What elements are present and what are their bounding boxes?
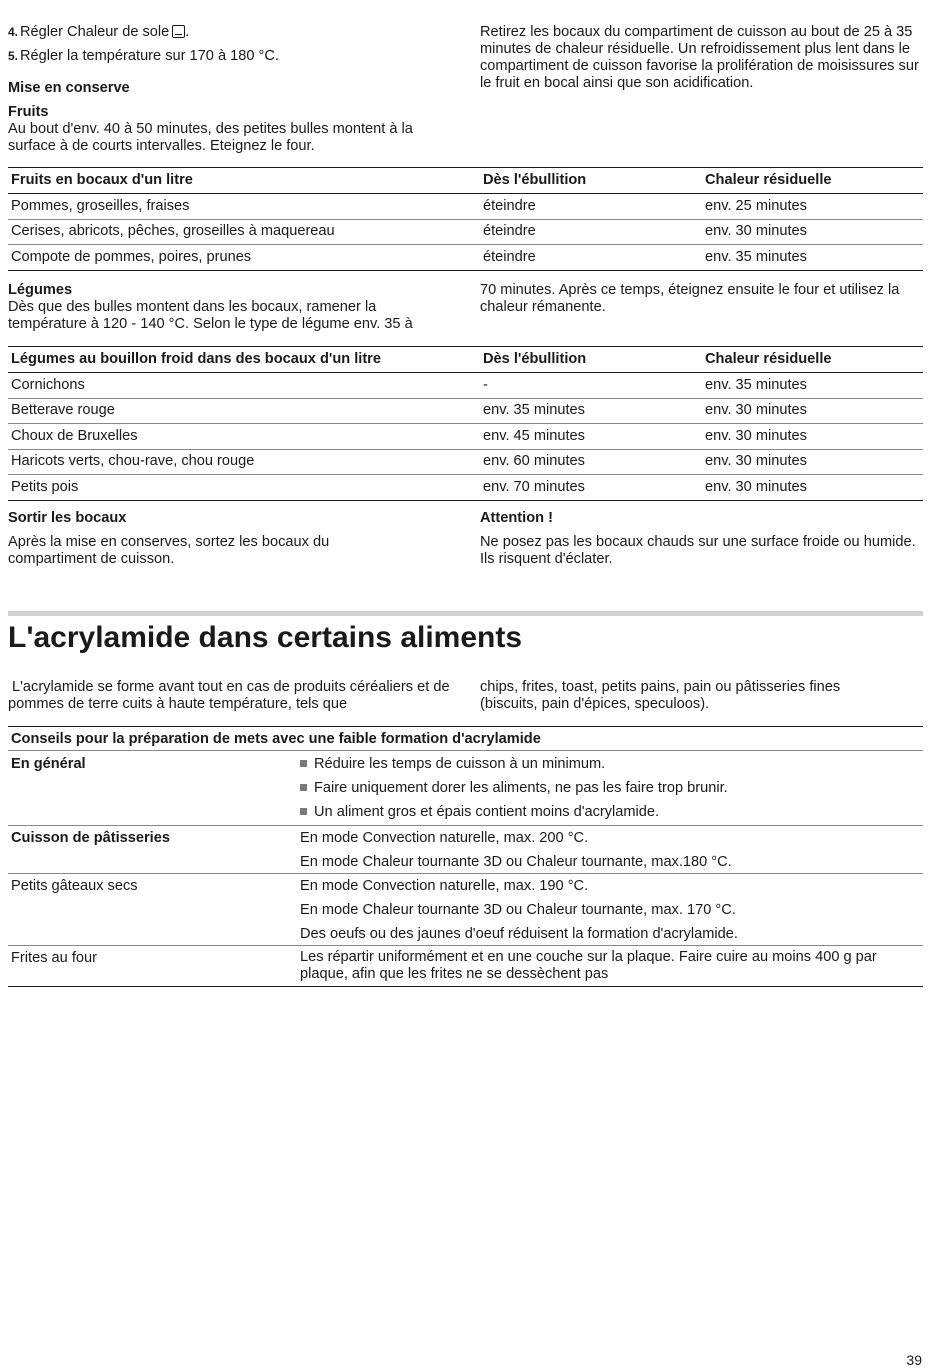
row-items [300,949,920,983]
step-suffix: . [185,24,190,40]
table-cell: env. 30 minutes [702,398,923,424]
table-row [8,449,923,475]
row-label: En général [11,756,86,772]
step-number: 5. [8,49,19,63]
row-items [300,874,920,946]
column-header: Dès l'ébullition [480,168,702,194]
table-row [8,946,923,987]
step-5 [8,44,458,68]
row-label: Cuisson de pâtisseries [11,830,170,846]
sortir-text: Après la mise en conserves, sortez les bocaux du compartiment de cuisson. [8,534,330,567]
table-cell: env. 35 minutes [702,245,923,271]
legumes-table [8,346,923,501]
table-cell: env. 30 minutes [702,424,923,450]
table-row [8,475,923,501]
list-item: En mode Convection naturelle, max. 200 °C. [300,830,589,846]
table-cell: env. 35 minutes [702,373,923,399]
table-row [8,874,923,946]
acrylamide-intro-right: chips, frites, toast, petits pains, pain ou pâtisseries fines (biscuits, pain d'épices, speculoos). [480,679,841,712]
list-item [300,752,920,776]
sortir-heading: Sortir les bocaux [8,510,127,526]
attention-text: Ne posez pas les bocaux chauds sur une surface froide ou humide. Ils risquent d'éclater. [480,534,916,567]
list-item: En mode Convection naturelle, max. 190 °C. [300,878,589,894]
list-item-text: Faire uniquement dorer les aliments, ne pas les faire trop brunir. [314,780,728,796]
table-cell: env. 45 minutes [480,424,702,450]
table-cell: Petits pois [8,475,480,501]
column-header: Légumes au bouillon froid dans des bocaux d'un litre [8,347,480,373]
table-header-row [8,168,923,194]
table-row [8,219,923,245]
acrylamide-table-heading: Conseils pour la préparation de mets avec une faible formation d'acrylamide [8,726,923,751]
table-cell: env. 25 minutes [702,194,923,220]
table-row [8,194,923,220]
step-list [8,20,458,68]
fruits-text: Au bout d'env. 40 à 50 minutes, des petites bulles montent à la surface à de courts intervalles. Eteignez le four. [8,121,413,154]
table-row [8,752,923,826]
fruits-heading: Fruits [8,104,49,120]
list-item: En mode Chaleur tournante 3D ou Chaleur tournante, max.180 °C. [300,854,732,870]
list-item: Les répartir uniformément et en une couche sur la plaque. Faire cuire au moins 400 g par plaque, afin que les frites ne se dessèchent pas [300,949,877,982]
list-item-text: Un aliment gros et épais contient moins d'acrylamide. [314,804,660,820]
row-items [300,752,920,824]
table-cell: env. 30 minutes [702,475,923,501]
table-row [8,398,923,424]
fruits-table [8,167,923,271]
table-cell: Cornichons [8,373,480,399]
table-cell: env. 70 minutes [480,475,702,501]
row-items [300,826,920,874]
table-cell: éteindre [480,245,702,271]
table-cell: Compote de pommes, poires, prunes [8,245,480,271]
row-label: Petits gâteaux secs [11,878,138,894]
list-item [300,800,920,824]
table-cell: env. 35 minutes [480,398,702,424]
attention-heading: Attention ! [480,510,553,526]
table-cell: Cerises, abricots, pêches, groseilles à maquereau [8,219,480,245]
table-cell: env. 60 minutes [480,449,702,475]
table-cell: env. 30 minutes [702,449,923,475]
table-cell: Betterave rouge [8,398,480,424]
table-row [8,245,923,271]
square-bullet-icon [300,808,307,815]
list-item: Des oeufs ou des jaunes d'oeuf réduisent la formation d'acrylamide. [300,926,738,942]
square-bullet-icon [300,760,307,767]
legumes-text-left: Dès que des bulles montent dans les bocaux, ramener la température à 120 - 140 °C. Selon le type de légume env. 35 à [8,299,413,332]
table-cell: Haricots verts, chou-rave, chou rouge [8,449,480,475]
table-row [8,826,923,874]
step-text: Régler Chaleur de sole [20,24,170,40]
row-label: Frites au four [11,950,97,966]
legumes-text-right: 70 minutes. Après ce temps, éteignez ensuite le four et utilisez la chaleur rémanente. [480,282,900,315]
section-divider [8,611,923,616]
mise-en-conserve-heading: Mise en conserve [8,80,130,96]
residual-heat-text: Retirez les bocaux du compartiment de cuisson au bout de 25 à 35 minutes de chaleur résiduelle. Un refroidissement plus lent dans le compartiment de cuisson favorise la prolifération de moisissures sur le fruit en bocal ainsi que son acidification. [480,24,919,91]
table-cell: Choux de Bruxelles [8,424,480,450]
list-item: En mode Chaleur tournante 3D ou Chaleur tournante, max. 170 °C. [300,902,736,918]
table-header-row [8,347,923,373]
bottom-heat-icon [172,25,185,38]
column-header: Chaleur résiduelle [702,168,923,194]
step-4 [8,20,458,44]
column-header: Fruits en bocaux d'un litre [8,168,480,194]
step-number: 4. [8,25,19,39]
table-cell: - [480,373,702,399]
table-cell: éteindre [480,219,702,245]
table-cell: env. 30 minutes [702,219,923,245]
column-header: Dès l'ébullition [480,347,702,373]
list-item [300,776,920,800]
page-number: 39 [906,1352,922,1368]
column-header: Chaleur résiduelle [702,347,923,373]
table-row [8,373,923,399]
list-item-text: Réduire les temps de cuisson à un minimum. [314,756,606,772]
square-bullet-icon [300,784,307,791]
table-row [8,424,923,450]
table-cell: éteindre [480,194,702,220]
table-cell: Pommes, groseilles, fraises [8,194,480,220]
section-title: L'acrylamide dans certains aliments [8,621,523,654]
legumes-heading: Légumes [8,282,73,298]
step-text: Régler la température sur 170 à 180 °C. [20,48,279,64]
acrylamide-intro-left: L'acrylamide se forme avant tout en cas de produits céréaliers et de pommes de terre cuits à haute température, tels que [8,679,450,712]
